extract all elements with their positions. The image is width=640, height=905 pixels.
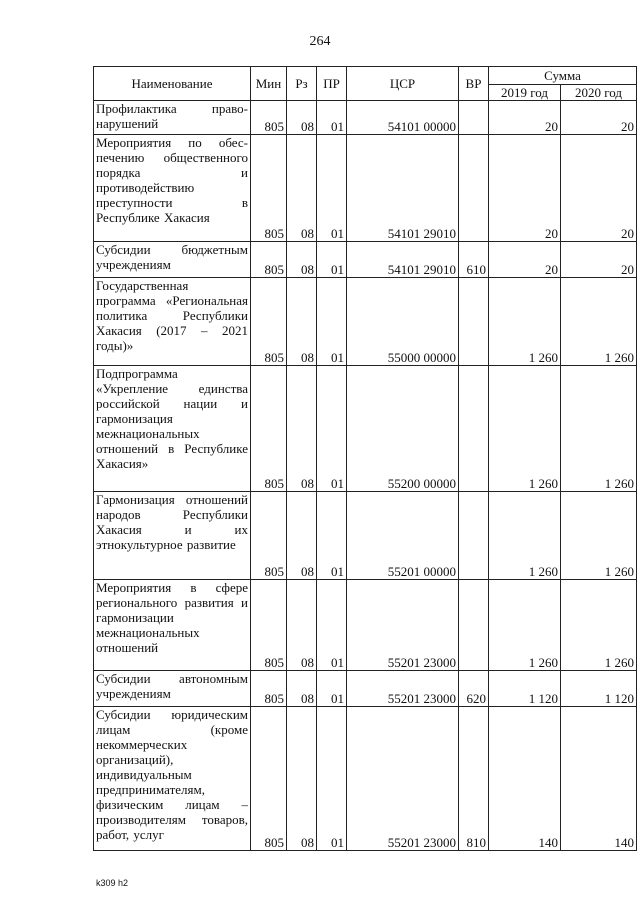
row-sum-2019: 20 bbox=[489, 101, 561, 135]
row-min: 805 bbox=[251, 707, 287, 851]
header-pr: ПР bbox=[317, 67, 347, 101]
row-rz: 08 bbox=[287, 580, 317, 671]
row-pr: 01 bbox=[317, 671, 347, 707]
row-rz: 08 bbox=[287, 135, 317, 242]
row-sum-2020: 1 260 bbox=[561, 278, 637, 366]
row-sum-2019: 20 bbox=[489, 242, 561, 278]
row-pr: 01 bbox=[317, 135, 347, 242]
row-csr: 55201 23000 bbox=[347, 671, 459, 707]
row-name: Государственная программа «Региональная политика Республики Хакасия (2017 – 2021 годы)» bbox=[94, 278, 251, 366]
row-vr bbox=[459, 101, 489, 135]
row-vr: 810 bbox=[459, 707, 489, 851]
row-sum-2019: 20 bbox=[489, 135, 561, 242]
row-csr: 54101 00000 bbox=[347, 101, 459, 135]
row-sum-2020: 20 bbox=[561, 242, 637, 278]
row-csr: 55201 23000 bbox=[347, 707, 459, 851]
row-csr: 55000 00000 bbox=[347, 278, 459, 366]
header-year-2019: 2019 год bbox=[489, 85, 561, 101]
row-pr: 01 bbox=[317, 580, 347, 671]
row-name: Субсидии бюджетным учреждениям bbox=[94, 242, 251, 278]
row-pr: 01 bbox=[317, 366, 347, 492]
row-rz: 08 bbox=[287, 492, 317, 580]
row-sum-2020: 1 120 bbox=[561, 671, 637, 707]
row-csr: 55200 00000 bbox=[347, 366, 459, 492]
row-csr: 55201 23000 bbox=[347, 580, 459, 671]
row-sum-2019: 1 260 bbox=[489, 366, 561, 492]
budget-table bbox=[93, 66, 637, 851]
row-rz: 08 bbox=[287, 278, 317, 366]
row-vr bbox=[459, 492, 489, 580]
table-row bbox=[94, 366, 637, 492]
row-rz: 08 bbox=[287, 671, 317, 707]
row-rz: 08 bbox=[287, 707, 317, 851]
row-min: 805 bbox=[251, 671, 287, 707]
row-vr: 620 bbox=[459, 671, 489, 707]
header-name: Наименование bbox=[94, 67, 251, 101]
table-row bbox=[94, 135, 637, 242]
table-row bbox=[94, 580, 637, 671]
row-sum-2020: 20 bbox=[561, 135, 637, 242]
header-sum: Сумма bbox=[489, 67, 637, 85]
row-pr: 01 bbox=[317, 278, 347, 366]
row-min: 805 bbox=[251, 580, 287, 671]
row-name: Мероприятия в сфере регионального развития и гармонизации межнациональных отношений bbox=[94, 580, 251, 671]
row-name: Профилактика право-нарушений bbox=[94, 101, 251, 135]
header-year-2020: 2020 год bbox=[561, 85, 637, 101]
row-csr: 54101 29010 bbox=[347, 135, 459, 242]
row-vr bbox=[459, 278, 489, 366]
table-row bbox=[94, 101, 637, 135]
page-number: 264 bbox=[309, 34, 331, 49]
row-rz: 08 bbox=[287, 242, 317, 278]
row-sum-2020: 1 260 bbox=[561, 580, 637, 671]
row-name: Субсидии автономным учреждениям bbox=[94, 671, 251, 707]
row-min: 805 bbox=[251, 135, 287, 242]
row-vr bbox=[459, 580, 489, 671]
row-sum-2019: 1 260 bbox=[489, 278, 561, 366]
row-pr: 01 bbox=[317, 242, 347, 278]
header-csr: ЦСР bbox=[347, 67, 459, 101]
row-min: 805 bbox=[251, 101, 287, 135]
row-min: 805 bbox=[251, 242, 287, 278]
row-vr: 610 bbox=[459, 242, 489, 278]
row-min: 805 bbox=[251, 366, 287, 492]
row-name: Субсидии юридическим лицам (кроме некоммерческих организаций), индивидуальным предпринимателям, физическим лицам – производителям товаров, работ, услуг bbox=[94, 707, 251, 851]
row-rz: 08 bbox=[287, 366, 317, 492]
table-row bbox=[94, 492, 637, 580]
row-sum-2020: 140 bbox=[561, 707, 637, 851]
row-sum-2019: 1 260 bbox=[489, 492, 561, 580]
row-sum-2020: 1 260 bbox=[561, 492, 637, 580]
row-sum-2019: 1 260 bbox=[489, 580, 561, 671]
row-rz: 08 bbox=[287, 101, 317, 135]
header-min: Мин bbox=[251, 67, 287, 101]
row-pr: 01 bbox=[317, 101, 347, 135]
row-name: Подпрограмма «Укрепление единства российской нации и гармонизация межнациональных отношений в Республике Хакасия» bbox=[94, 366, 251, 492]
row-sum-2019: 1 120 bbox=[489, 671, 561, 707]
row-min: 805 bbox=[251, 492, 287, 580]
row-pr: 01 bbox=[317, 707, 347, 851]
row-vr bbox=[459, 366, 489, 492]
row-csr: 54101 29010 bbox=[347, 242, 459, 278]
table-row bbox=[94, 671, 637, 707]
row-name: Гармонизация отношений народов Республики Хакасия и их этнокультурное развитие bbox=[94, 492, 251, 580]
table-body bbox=[94, 101, 637, 851]
row-pr: 01 bbox=[317, 492, 347, 580]
table-row bbox=[94, 707, 637, 851]
table-row bbox=[94, 278, 637, 366]
header-vr: ВР bbox=[459, 67, 489, 101]
row-sum-2019: 140 bbox=[489, 707, 561, 851]
footer-code: k309 h2 bbox=[96, 878, 129, 888]
row-name: Мероприятия по обес-печению общественного порядка и противодействию преступности в Республике Хакасия bbox=[94, 135, 251, 242]
table-row bbox=[94, 242, 637, 278]
row-min: 805 bbox=[251, 278, 287, 366]
row-csr: 55201 00000 bbox=[347, 492, 459, 580]
row-vr bbox=[459, 135, 489, 242]
row-sum-2020: 20 bbox=[561, 101, 637, 135]
row-sum-2020: 1 260 bbox=[561, 366, 637, 492]
header-rz: Рз bbox=[287, 67, 317, 101]
